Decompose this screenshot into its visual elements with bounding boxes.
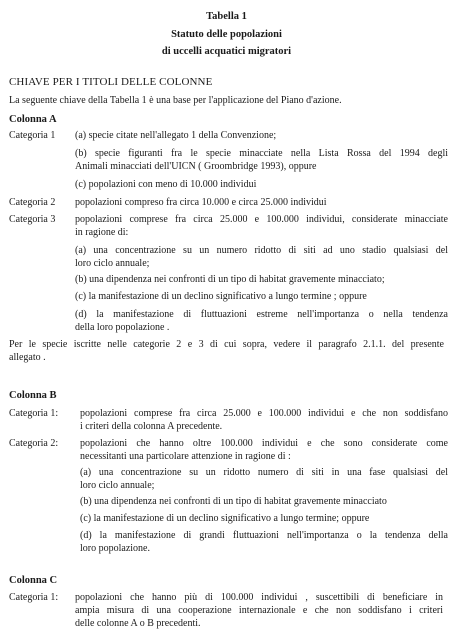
colonna-a-note-line1: Per le specie iscritte nelle categorie 2 e 3 di cui sopra, vedere il paragrafo 2.1.1. del presente xyxy=(9,339,444,350)
colonna-a-cat3-item-a-line2: loro ciclo annuale; xyxy=(75,258,150,269)
colonna-a-cat3-line1: popolazioni comprese fra circa 25.000 e 100.000 individui, considerate minacciate xyxy=(75,214,448,225)
colonna-a-cat2-label: Categoria 2 xyxy=(9,197,56,208)
table-number: Tabella 1 xyxy=(206,11,247,22)
colonna-b-cat2-item-a-line1: (a) una concentrazione su un ridotto numero di siti in una fase qualsiasi del xyxy=(80,467,448,478)
colonna-a-cat3-item-d-line1: (d) la manifestazione di fluttuazioni estreme nell'importanza o nella tendenza xyxy=(75,309,448,320)
colonna-c-cat1-line1: popolazioni che hanno più di 100.000 individui , suscettibili di beneficiare in xyxy=(75,592,443,603)
colonna-a-cat1-item-b-line2: Animali minacciati dell'UICN ( Groombridge 1993), oppure xyxy=(75,161,317,172)
document-subtitle: di uccelli acquatici migratori xyxy=(161,46,292,57)
chiave-intro: La seguente chiave della Tabella 1 è una base per l'applicazione del Piano d'azione. xyxy=(9,95,342,106)
colonna-a-cat1-item-a: (a) specie citate nell'allegato 1 della Convenzione; xyxy=(75,130,277,141)
colonna-a-cat1-item-b-line1: (b) specie figuranti fra le specie minacciate nella Lista Rossa del 1994 degli xyxy=(75,148,448,159)
colonna-b-cat2-line2: necessitanti una particolare attenzione in ragione di : xyxy=(80,451,291,462)
colonna-b-cat2-line1: popolazioni che hanno oltre 100.000 individui e che sono considerate come xyxy=(80,438,448,449)
colonna-a-note-line2: allegato . xyxy=(9,352,46,363)
colonna-b-cat1-line1: popolazioni comprese fra circa 25.000 e 100.000 individui e che non soddisfano xyxy=(80,408,448,419)
colonna-a-heading: Colonna A xyxy=(9,114,57,125)
colonna-b-cat2-item-d-line2: loro popolazione. xyxy=(80,543,150,554)
colonna-a-cat3-item-a-line1: (a) una concentrazione su un numero ridotto di siti ad uno stadio qualsiasi del xyxy=(75,245,448,256)
colonna-b-cat2-item-a-line2: loro ciclo annuale; xyxy=(80,480,155,491)
colonna-a-cat2-text: popolazioni compreso fra circa 10.000 e circa 25.000 individui xyxy=(75,197,327,208)
colonna-c-cat1-line3: delle colonne A o B precedenti. xyxy=(75,618,201,629)
colonna-a-cat3-item-d-line2: della loro popolazione . xyxy=(75,322,170,333)
colonna-a-cat3-line2: in ragione di: xyxy=(75,227,129,238)
colonna-b-cat1-line2: i criteri della colonna A precedente. xyxy=(80,421,223,432)
colonna-a-cat1-label: Categoria 1 xyxy=(9,130,56,141)
colonna-a-cat1-item-c: (c) popolazioni con meno di 10.000 individui xyxy=(75,179,257,190)
colonna-b-cat2-item-c: (c) la manifestazione di un declino significativo a lungo termine; oppure xyxy=(80,513,370,524)
colonna-b-cat2-item-d-line1: (d) la manifestazione di grandi fluttuazioni nell'importanza o la tendenza della xyxy=(80,530,448,541)
colonna-b-cat2-item-b: (b) una dipendenza nei confronti di un tipo di habitat gravemente minacciato xyxy=(80,496,387,507)
colonna-b-heading: Colonna B xyxy=(9,390,57,401)
colonna-c-cat1-label: Categoria 1: xyxy=(9,592,59,603)
colonna-a-cat3-item-c: (c) la manifestazione di un declino significativo a lungo termine ; oppure xyxy=(75,291,367,302)
colonna-a-cat3-label: Categoria 3 xyxy=(9,214,56,225)
colonna-c-cat1-line2: ampia misura di una cooperazione internazionale e che non soddisfano i criteri xyxy=(75,605,443,616)
chiave-heading: CHIAVE PER I TITOLI DELLE COLONNE xyxy=(9,76,213,88)
colonna-a-cat3-item-b: (b) una dipendenza nei confronti di un tipo di habitat gravemente minacciato; xyxy=(75,274,385,285)
colonna-b-cat2-label: Categoria 2: xyxy=(9,438,59,449)
colonna-c-heading: Colonna C xyxy=(9,575,58,586)
document-title: Statuto delle popolazioni xyxy=(171,29,282,40)
colonna-b-cat1-label: Categoria 1: xyxy=(9,408,59,419)
